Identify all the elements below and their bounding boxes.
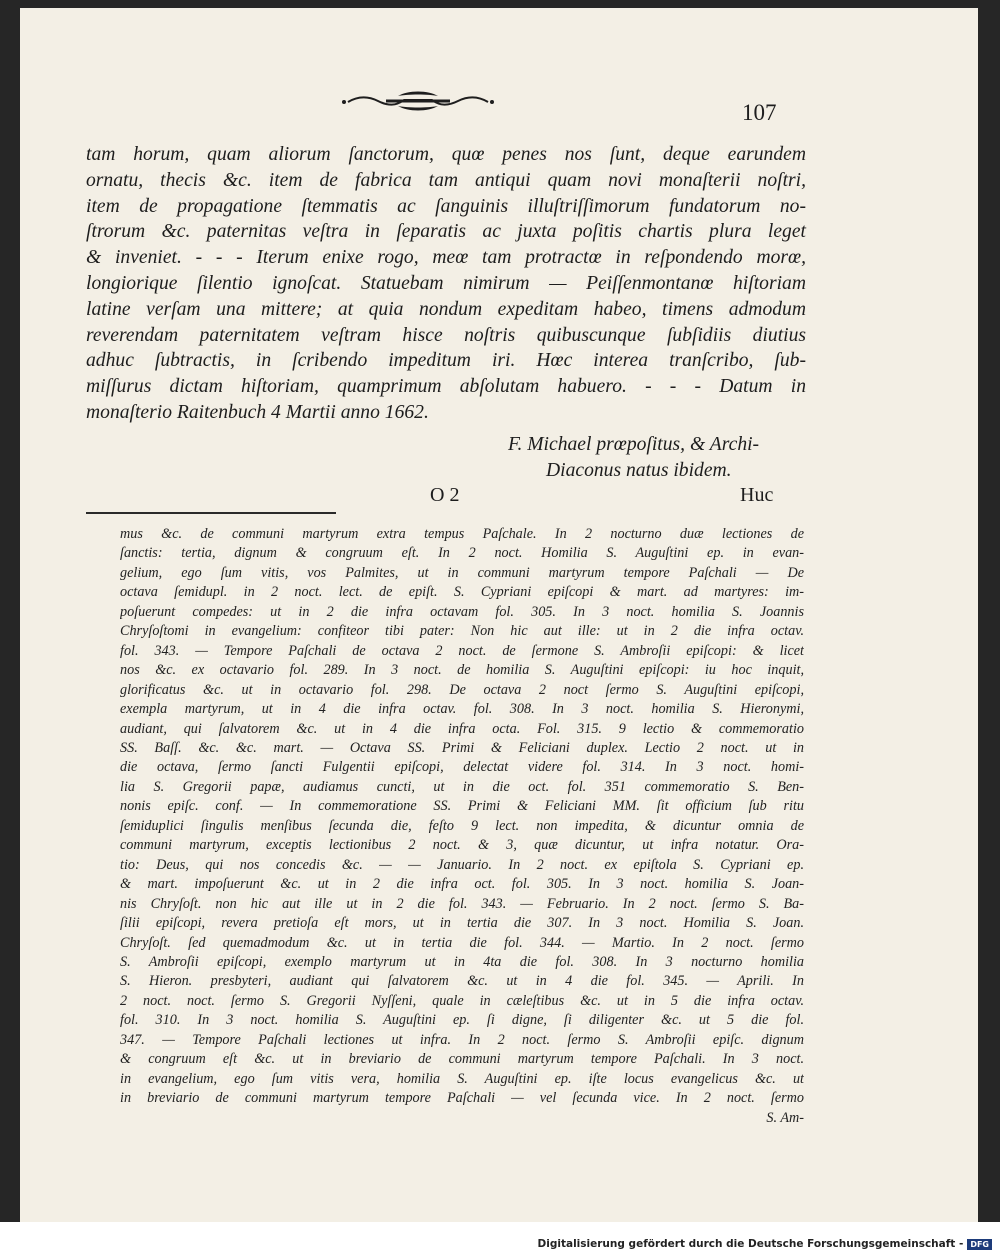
text-line: & inveniet. - - - Iterum enixe rogo, meœ tam protractœ in reſpondendo morœ,	[86, 247, 806, 269]
page-number: 107	[742, 100, 777, 125]
footnote-line: fol. 310. In 3 noct. homilia S. Auguſtini ep. ſi digne, ſi diligenter &c. ut 5 die fol.	[120, 1012, 804, 1029]
signature-line-1: F. Michael prœpoſitus, & Archi-	[508, 434, 760, 455]
footnote-line: lia S. Gregorii papæ, audiamus cuncti, ut in die oct. fol. 351 commemoratio S. Ben-	[120, 778, 804, 795]
footnote-text	[120, 525, 804, 1128]
footnote-line: audiant, qui ſalvatorem &c. ut in 4 die infra octa. Fol. 315. 9 lectio & commemoratio	[120, 720, 804, 737]
footnote-line: & mart. impoſuerunt &c. ut in 2 die infra oct. fol. 305. In 3 noct. homilia S. Joan-	[120, 876, 804, 893]
digitization-credit	[538, 1238, 992, 1250]
signature-line-2: Diaconus natus ibidem.	[546, 459, 732, 481]
text-line: ornatu, thecis &c. item de fabrica tam antiqui quam novi monaſterii noſtri,	[86, 169, 806, 191]
credit-text: Digitalisierung gefördert durch die Deutsche Forschungsgemeinschaft -	[537, 1238, 964, 1250]
footnote-line: exempla martyrum, ut in 4 die infra octav. fol. 308. In 3 noct. homilia S. Hieronymi,	[120, 701, 804, 718]
footnote-catchword: S. Am-	[766, 1109, 804, 1126]
footnote-line: gelium, ego ſum vitis, vos Palmites, ut in communi martyrum tempore Paſchali — De	[120, 564, 804, 581]
catchword: Huc	[740, 484, 774, 506]
text-line: adhuc ſubtractis, in ſcribendo impeditum iri. Hœc interea tranſcribo, ſub-	[86, 350, 806, 372]
text-line: longiorique ſilentio ignoſcat. Statuebam nimirum — Peiſſenmontanœ hiſtoriam	[86, 272, 806, 294]
text-line: tam horum, quam aliorum ſanctorum, quœ penes nos ſunt, deque earundem	[86, 144, 806, 165]
footnote-line: nonis epiſc. conf. — In commemoratione SS. Primi & Feliciani MM. ſit officium ſub ritu	[120, 798, 804, 815]
footnote-line: glorificatus &c. ut in octavario fol. 298. De octava 2 noct ſermo S. Auguſtini epiſcopi,	[120, 681, 804, 698]
signature-block	[508, 432, 808, 484]
text-line: reverendam paternitatem veſtram hisce noſtris quibuscunque ſubſidiis diutius	[86, 324, 806, 346]
footnote-line: communi martyrum, exceptis lectionibus 2 noct. & 3, quæ dicuntur, ut infra notatur. Ora-	[120, 837, 804, 854]
footnote-line: ſilii epiſcopi, revera pretioſa eſt mors, ut in tertia die 307. In 3 noct. Homilia S. Joan.	[120, 915, 804, 932]
footnote-line: octava ſemidupl. in 2 noct. lect. de epiſt. S. Cypriani epiſcopi & mart. ad martyres: im-	[120, 584, 804, 601]
footnote-line: 2 noct. noct. ſermo S. Gregorii Nyſſeni, quale in cæleſtibus &c. ut in 5 die infra octav.	[120, 992, 804, 1009]
main-text	[86, 142, 806, 426]
footnote-line: nos &c. ex octavario fol. 289. In 3 noct. de homilia S. Auguſtini epiſcopi: iu hoc inquit,	[120, 662, 804, 679]
footnote-line: SS. Baſſ. &c. &c. mart. — Octava SS. Primi & Feliciani duplex. Lectio 2 noct. ut in	[120, 739, 804, 756]
text-line: monaſterio Raitenbuch 4 Martii anno 1662.	[86, 401, 429, 423]
footnote-line: die octava, ſermo ſancti Fulgentii epiſcopi, delectat videre fol. 314. In 3 noct. homi-	[120, 759, 804, 776]
footnote-line: & congruum eſt &c. ut in breviario de communi martyrum tempore Paſchali. In 3 noct.	[120, 1051, 804, 1068]
footnote-line: tio: Deus, qui nos concedis &c. — — Januario. In 2 noct. ex epiſtola S. Cypriani ep.	[120, 856, 804, 873]
footnote-line: Chryſoſtomi in evangelium: confiteor tibi pater: Non hic aut ille: ut in 2 die infra octav.	[120, 623, 804, 640]
footnote-line: ſemiduplici ſingulis menſibus ſecunda die, feſto 9 lect. non impedita, & dicuntur omnia de	[120, 817, 804, 834]
footnote-line: S. Ambroſii epiſcopi, exemplo martyrum ut in 4ta die fol. 308. In 3 nocturno homilia	[120, 953, 804, 970]
dfg-logo: DFG	[967, 1239, 992, 1250]
footnote-line: in evangelium, ego ſum vitis vera, homilia S. Auguſtini ep. iſte locus evangelicus &c. ut	[120, 1070, 804, 1087]
footnote-line: poſuerunt compedes: ut in 2 die infra octavam fol. 305. In 3 noct. homilia S. Joannis	[120, 603, 804, 620]
footnote-line: S. Hieron. presbyteri, audiant qui ſalvatorem &c. ut in 4 die fol. 345. — Aprili. In	[120, 973, 804, 990]
footnote-rule	[86, 512, 336, 514]
footnote-line: fol. 343. — Tempore Paſchali de octava 2 noct. de ſermone S. Ambroſii epiſcopi: & licet	[120, 642, 804, 659]
footnote-line: nis Chryſoſt. non hic aut ille ut in 2 die fol. 343. — Februario. In 2 noct. ſermo S. Ba-	[120, 895, 804, 912]
text-line: miſſurus dictam hiſtoriam, quamprimum abſolutam habuero. - - - Datum in	[86, 376, 806, 398]
head-ornament-icon	[338, 88, 498, 114]
footnote-line: Chryſoſt. ſed quemadmodum &c. ut in tertia die fol. 344. — Martio. In 2 noct. ſermo	[120, 934, 804, 951]
text-line: latine verſam una mittere; at quia nondum expeditam habeo, timens admodum	[86, 298, 806, 320]
text-line: item de propagatione ſtemmatis ac ſanguinis illuſtriſſimorum fundatorum no-	[86, 195, 806, 217]
footnote-line: mus &c. de communi martyrum extra tempus Paſchale. In 2 nocturno duæ lectiones de	[120, 526, 804, 542]
footnote-line: in breviario de communi martyrum tempore Paſchali — vel ſecunda vice. In 2 noct. ſermo	[120, 1090, 804, 1107]
footnote-line: ſanctis: tertia, dignum & congruum eſt. In 2 noct. Homilia S. Auguſtini ep. in evan-	[120, 545, 804, 562]
text-line: ſtrorum &c. paternitas veſtra in ſeparatis ac juxta poſitis chartis plura leget	[86, 221, 806, 243]
footnote-line: 347. — Tempore Paſchali lectiones ut infra. In 2 noct. ſermo S. Ambroſii epiſc. dignum	[120, 1031, 804, 1048]
signature-mark: O 2	[430, 484, 460, 506]
